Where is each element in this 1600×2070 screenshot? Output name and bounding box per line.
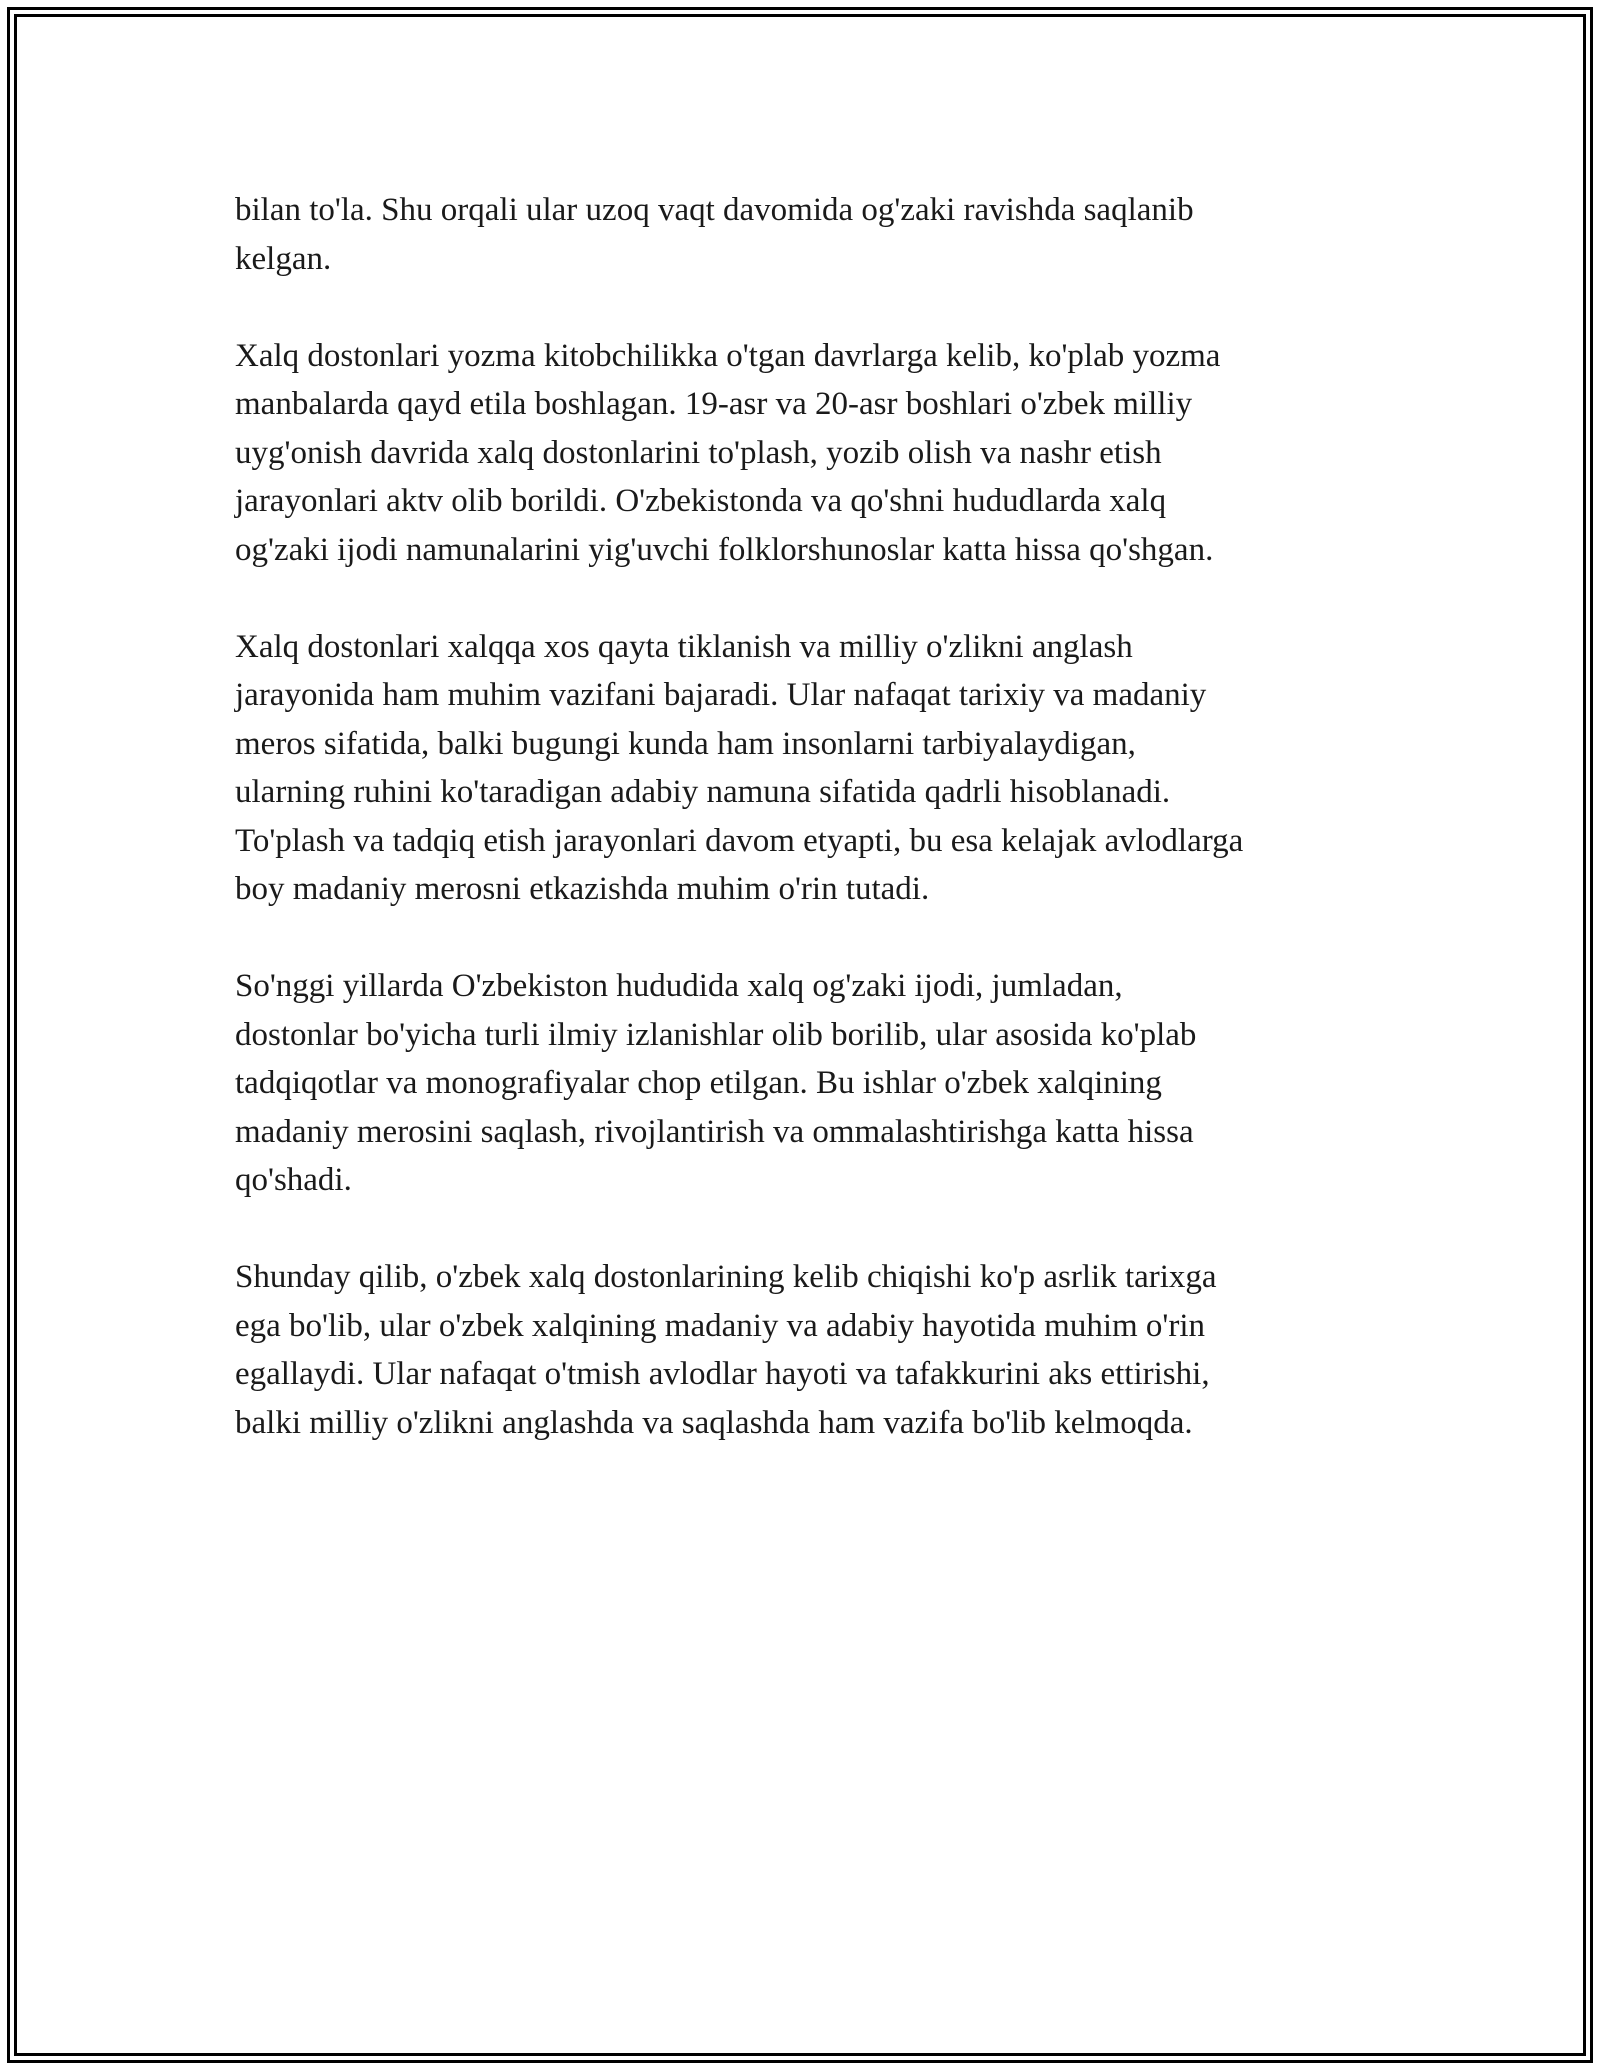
text-line: madaniy merosini saqlash, rivojlantirish va ommalashtirishga katta hissa — [235, 1113, 1194, 1150]
document-body — [235, 186, 1415, 1496]
text-line: ularning ruhini ko'taradigan adabiy namuna sifatida qadrli hisoblanadi. — [235, 774, 1171, 810]
text-line: ega bo'lib, ular o'zbek xalqining madaniy va adabiy hayotida muhim o'rin — [235, 1307, 1206, 1344]
text-line: To'plash va tadqiq etish jarayonlari davom etyapti, bu esa kelajak avlodlarga — [235, 822, 1244, 859]
paragraph-5 — [235, 1253, 1415, 1447]
text-line: og'zaki ijodi namunalarini yig'uvchi folklorshunoslar katta hissa qo'shgan. — [235, 531, 1214, 568]
text-line: qo'shadi. — [235, 1162, 352, 1198]
text-line: dostonlar bo'yicha turli ilmiy izlanishlar olib borilib, ular asosida ko'plab — [235, 1016, 1197, 1053]
paragraph-2 — [235, 332, 1415, 575]
text-line: meros sifatida, balki bugungi kunda ham insonlarni tarbiyalaydigan, — [235, 725, 1136, 762]
text-line: uyg'onish davrida xalq dostonlarini to'plash, yozib olish va nashr etish — [235, 434, 1162, 471]
paragraph-4 — [235, 962, 1415, 1205]
text-line: jarayonlari aktv olib borildi. O'zbekistonda va qo'shni hududlarda xalq — [235, 483, 1167, 519]
text-line: egallaydi. Ular nafaqat o'tmish avlodlar hayoti va tafakkurini aks ettirishi, — [235, 1356, 1210, 1392]
text-line: So'nggi yillarda O'zbekiston hududida xalq og'zaki ijodi, jumladan, — [235, 968, 1123, 1004]
text-line: kelgan. — [235, 240, 332, 277]
text-line: boy madaniy merosni etkazishda muhim o'rin tutadi. — [235, 871, 930, 907]
paragraph-1 — [235, 186, 1415, 283]
text-line: manbalarda qayd etila boshlagan. 19-asr va 20-asr boshlari o'zbek milliy — [235, 386, 1193, 422]
text-line: Xalq dostonlari xalqqa xos qayta tiklanish va milliy o'zlikni anglash — [235, 628, 1133, 665]
text-line: Xalq dostonlari yozma kitobchilikka o'tgan davrlarga kelib, ko'plab yozma — [235, 337, 1221, 374]
text-line: Shunday qilib, o'zbek xalq dostonlarining kelib chiqishi ko'p asrlik tarixga — [235, 1259, 1217, 1295]
text-line: tadqiqotlar va monografiyalar chop etilgan. Bu ishlar o'zbek xalqining — [235, 1065, 1162, 1101]
text-line: jarayonida ham muhim vazifani bajaradi. Ular nafaqat tarixiy va madaniy — [235, 677, 1207, 713]
text-line: bilan to'la. Shu orqali ular uzoq vaqt davomida og'zaki ravishda saqlanib — [235, 192, 1194, 228]
text-line: balki milliy o'zlikni anglashda va saqlashda ham vazifa bo'lib kelmoqda. — [235, 1404, 1193, 1441]
paragraph-3 — [235, 623, 1415, 914]
